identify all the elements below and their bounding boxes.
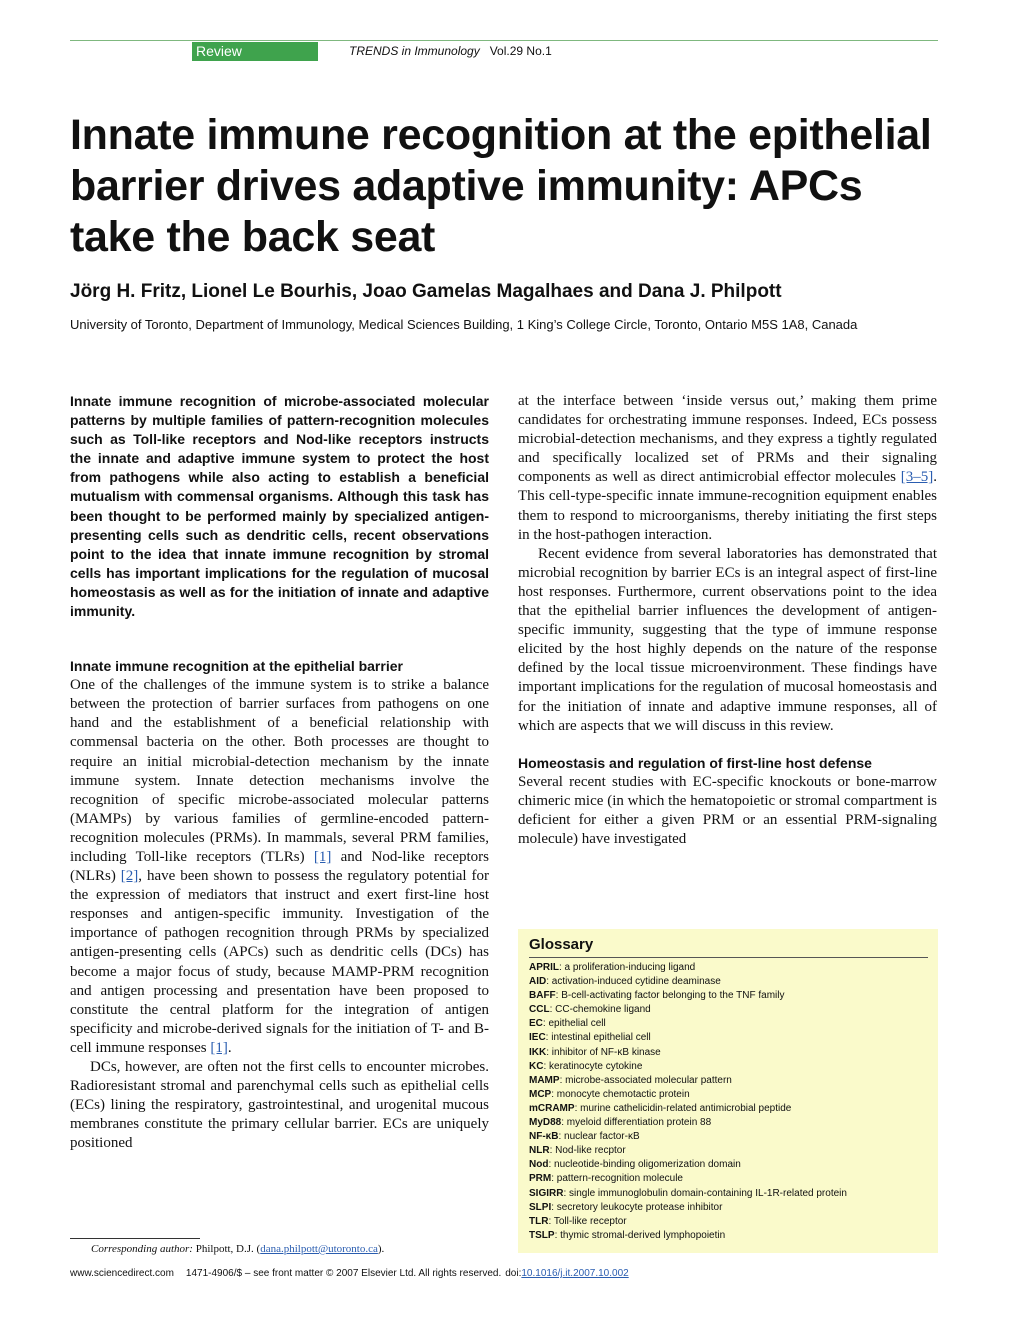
glossary-title: Glossary [529,936,594,953]
journal-name: TRENDS in Immunology [349,44,480,58]
glossary-item [529,1130,928,1144]
glossary-definition: : intestinal epithelial cell [545,1032,651,1044]
doi-link[interactable]: 10.1016/j.it.2007.10.002 [521,1268,629,1279]
glossary-term: TSLP [529,1229,555,1241]
glossary-term: MAMP [529,1074,560,1086]
glossary-definition: : nuclear factor-κB [558,1131,640,1143]
citation-link[interactable]: [3–5] [900,469,934,486]
glossary-box [518,929,938,1253]
glossary-term: Nod [529,1159,549,1171]
glossary-definition: : CC-chemokine ligand [549,1004,651,1016]
journal-volume: Vol.29 No.1 [489,44,552,58]
glossary-definition: : keratinocyte cytokine [543,1060,643,1072]
glossary-term: PRM [529,1173,552,1185]
glossary-item [529,989,928,1003]
glossary-definition: : single immunoglobulin domain-containing IL-1R-related protein [563,1187,847,1199]
text-run: One of the challenges of the immune system is to strike a balance between the protection of barrier surfaces from pathogens on one hand and the establishment of a beneficial relationship with commensal bacteria on the other. Both processes are thought to require an initial microbial-detection mechanism by the innate immune system. Innate detection mechanisms involve the recognition of specific microbe-associated molecular patterns (MAMPs) by various families of germline-encoded pattern-recognition molecules (PRMs). In mammals, several PRM families, including Toll-like receptors (TLRs) [70,677,489,865]
glossary-definition: : pattern-recognition molecule [551,1173,683,1185]
section-heading-epithelial-barrier: Innate immune recognition at the epithelial barrier [70,658,403,675]
glossary-item [529,1187,928,1201]
glossary-definition: : a proliferation-inducing ligand [559,962,696,973]
body-paragraph: Recent evidence from several laboratories has demonstrated that microbial recognition by barrier ECs is an integral aspect of first-line host responses. Furthermore, current observations point to the idea that the epithelial barrier influences the development of antigen-specific immunity, suggesting that the type of immune response elicited by the host highly depends on the nature of the response defined by the local tissue microenvironment. These findings have important implications for the regulation of mucosal homeostasis and for the initiation of innate and adaptive immune responses, all of which are aspects that we will discuss in this review. [518,545,937,734]
footnote-name: Philpott, D.J. [195,1243,254,1255]
glossary-term: MyD88 [529,1117,562,1129]
corresponding-author-note [91,1243,384,1255]
left-column [70,392,489,1153]
glossary-term: EC [529,1018,543,1030]
glossary-item [529,1046,928,1060]
author-email-link[interactable]: dana.philpott@utoronto.ca [260,1243,378,1255]
page-footer [70,1268,629,1279]
glossary-item [529,1017,928,1031]
footnote-open: ( [253,1243,261,1255]
glossary-term: NLR [529,1145,550,1157]
glossary-item [529,961,928,975]
glossary-definition: : Nod-like recptor [549,1145,626,1157]
glossary-definition: : B-cell-activating factor belonging to the TNF family [555,990,785,1002]
glossary-term: APRIL [529,962,559,973]
body-paragraph: Several recent studies with EC-specific knockouts or bone-marrow chimeric mice (in which the hematopoietic or stromal compartment is deficient for either a given PRM or an essential PRM-signaling molecule) have investigated [518,773,937,847]
glossary-definition: : activation-induced cytidine deaminase [546,976,721,988]
glossary-item [529,1144,928,1158]
text-run: at the interface between ‘inside versus out,’ making them prime candidates for orchestrating immune responses. Indeed, ECs possess microbial-detection mechanisms, and they express a tightly regulated and specifically localized set of PRMs and their signaling components as well as direct antimicrobial effector molecules [518,393,937,486]
glossary-term: SIGIRR [529,1187,564,1199]
footnote-rule [70,1238,200,1239]
text-run: and Nod-like receptors (NLRs) [70,848,490,885]
glossary-term: TLR [529,1215,549,1227]
glossary-item [529,1031,928,1045]
text-run: , have been shown to possess the regulatory potential for the expression of mediators that instruct and exert first-line host responses and antigen-specific immunity. Investigation of the importance of pathogen recognition through PRMs by specialized antigen-presenting cells (APCs) such as dendritic cells (DCs) has become a major focus of study, because MAMP-PRM recognition and antigen processing and presentation have been proposed to constitute the central platform for the integration of antigen specificity and microbe-derived signals for the initiation of T- and B-cell immune responses [70,868,489,1056]
glossary-term: BAFF [529,990,556,1002]
text-run: . [227,1039,232,1056]
glossary-list [529,961,928,1243]
header-rule [70,40,938,41]
affiliation: University of Toronto, Department of Immunology, Medical Sciences Building, 1 King’s College Circle, Toronto, Ontario M5S 1A8, Canada [70,317,858,332]
glossary-term: mCRAMP [529,1102,575,1114]
glossary-definition: : Toll-like receptor [548,1215,627,1227]
body-paragraph [70,676,489,1058]
glossary-item [529,1074,928,1088]
glossary-item [529,1003,928,1017]
glossary-item [529,1102,928,1116]
glossary-item [529,1158,928,1172]
body-paragraph: DCs, however, are often not the first cells to encounter microbes. Radioresistant stromal and parenchymal cells such as epithelial cells (ECs) lining the respiratory, gastrointestinal, and urogenital mucous membranes constitute the primary cellular barrier. ECs are uniquely positioned [70,1059,489,1152]
citation-link[interactable]: [1] [210,1039,228,1056]
footnote-close: ). [377,1243,385,1255]
footer-issn: 1471-4906/$ – see front matter © 2007 Elsevier Ltd. All rights reserved. [185,1268,502,1279]
right-column [518,392,937,849]
journal-info [349,44,552,58]
footnote-label: Corresponding author: [91,1243,193,1255]
glossary-item [529,1116,928,1130]
text-run: . This cell-type-specific innate immune-recognition equipment enables them to respond to microorganisms, thereby initiating the first steps in the host-pathogen interaction. [518,469,937,543]
glossary-item [529,975,928,989]
glossary-term: KC [529,1060,544,1072]
glossary-item [529,1215,928,1229]
glossary-definition: : nucleotide-binding oligomerization domain [548,1159,741,1171]
glossary-term: NF-κB [529,1131,559,1143]
section-heading-homeostasis: Homeostasis and regulation of first-line host defense [518,754,872,771]
section-tag: Review [192,42,318,61]
footer-site: www.sciencedirect.com [70,1268,174,1279]
footer-doi-label: doi: [505,1268,522,1279]
glossary-term: CCL [529,1004,550,1016]
citation-link[interactable]: [1] [313,848,332,865]
glossary-term: AID [529,976,547,988]
glossary-definition: : murine cathelicidin-related antimicrobial peptide [574,1102,792,1114]
citation-link[interactable]: [2] [120,868,139,885]
glossary-definition: : microbe-associated molecular pattern [559,1074,732,1086]
glossary-item [529,1088,928,1102]
body-paragraph [518,392,937,545]
article-title: Innate immune recognition at the epithelial barrier drives adaptive immunity: APCs take the back seat [70,111,932,261]
abstract: Innate immune recognition of microbe-associated molecular patterns by multiple families of pattern-recognition molecules such as Toll-like receptors and Nod-like receptors instructs the innate and adaptive immune system to protect the host from pathogens while also acting to establish a beneficial mutualism with commensal organisms. Although this task has been thought to be performed mainly by specialized antigen-presenting cells such as dendritic cells, recent observations point to the idea that innate immune recognition by stromal cells has important implications for the regulation of mucosal homeostasis as well as for the initiation of innate and adaptive immunity. [70,393,489,620]
glossary-term: IKK [529,1046,547,1058]
glossary-item [529,1172,928,1186]
glossary-rule [529,957,928,958]
glossary-definition: : thymic stromal-derived lymphopoietin [554,1229,726,1241]
glossary-item [529,1201,928,1215]
glossary-item [529,1229,928,1243]
glossary-term: IEC [529,1032,546,1044]
glossary-definition: : epithelial cell [542,1018,606,1030]
glossary-definition: : inhibitor of NF-κB kinase [546,1046,661,1058]
glossary-item [529,1060,928,1074]
glossary-definition: : myeloid differentiation protein 88 [561,1117,712,1129]
glossary-term: SLPI [529,1201,552,1213]
glossary-definition: : secretory leukocyte protease inhibitor [551,1201,723,1213]
glossary-term: MCP [529,1088,552,1100]
author-list: Jörg H. Fritz, Lionel Le Bourhis, Joao Gamelas Magalhaes and Dana J. Philpott [70,281,782,302]
glossary-definition: : monocyte chemotactic protein [551,1088,690,1100]
